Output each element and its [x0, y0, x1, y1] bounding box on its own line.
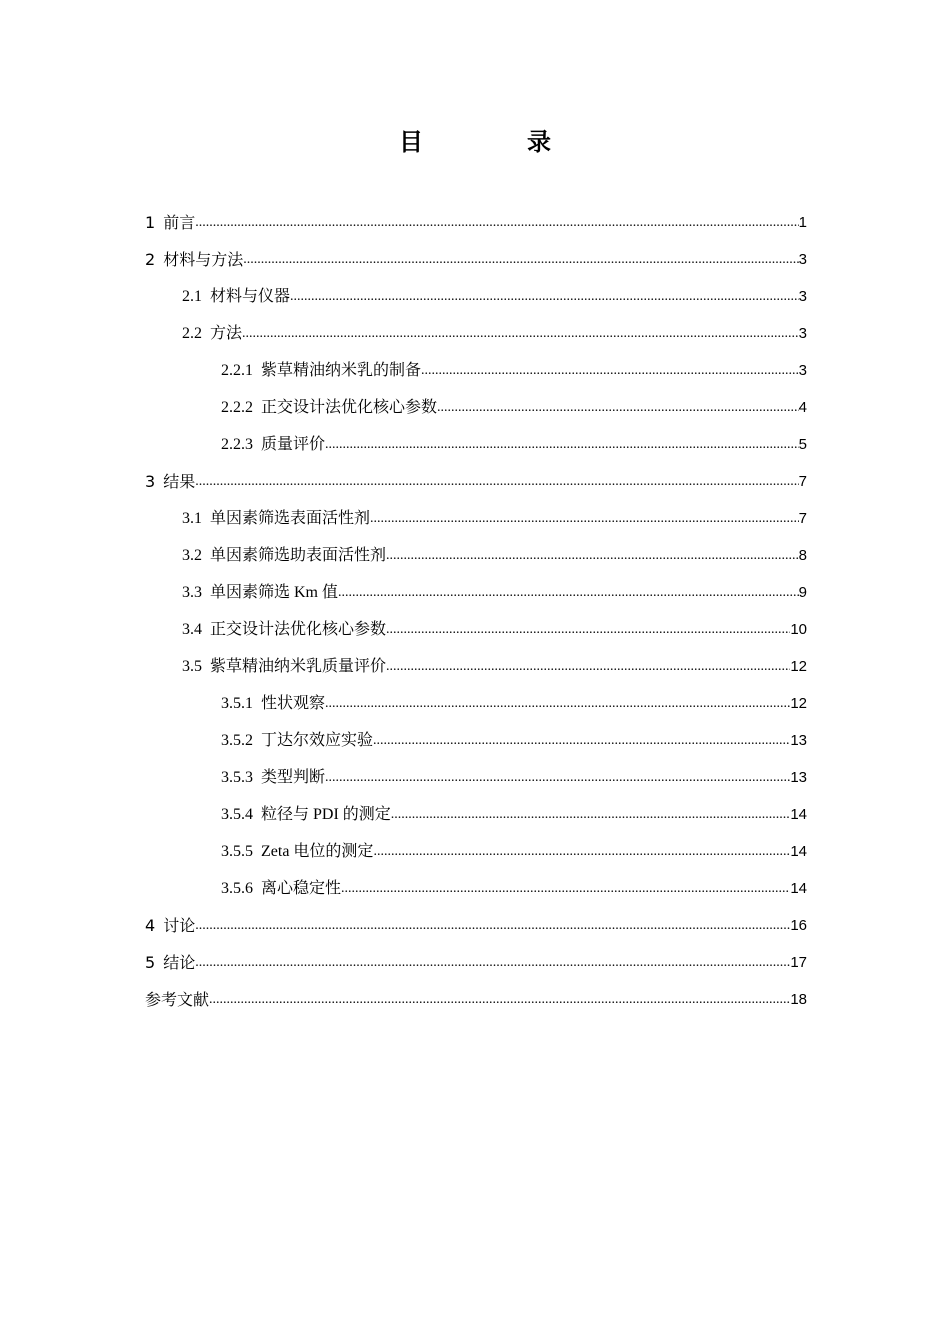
toc-entry-label [182, 620, 386, 644]
toc-entry-text: Zeta 电位的测定 [261, 843, 374, 860]
toc-entry-text: 参考文献 [145, 990, 210, 1009]
toc-entry-label [145, 916, 195, 940]
toc-entry[interactable] [145, 866, 807, 903]
toc-entry[interactable] [145, 237, 807, 274]
toc-entry-number: 2.2.1 [221, 362, 253, 379]
toc-entry-number: 3.4 [182, 621, 202, 638]
toc-entry-text: 丁达尔效应实验 [261, 732, 374, 749]
toc-entry-label [182, 287, 290, 311]
toc-entry[interactable] [145, 644, 807, 681]
toc-entry-label [221, 768, 325, 792]
toc-entry-label [145, 250, 243, 274]
toc-entry-text: 结论 [163, 953, 196, 972]
toc-entry[interactable] [145, 348, 807, 385]
toc-entry-text: 粒径与 PDI 的测定 [261, 806, 391, 823]
toc-dot-leader [290, 287, 799, 311]
toc-entry-text: 离心稳定性 [261, 880, 342, 897]
toc-page-number: 3 [798, 288, 807, 305]
toc-dot-leader [437, 398, 799, 422]
toc-entry-text: 材料与仪器 [210, 288, 291, 305]
toc-entry[interactable] [145, 940, 807, 977]
toc-entry-number: 3.5.6 [221, 880, 253, 897]
toc-dot-leader [195, 916, 790, 940]
toc-entry-text: 正交设计法优化核心参数 [210, 621, 387, 638]
toc-entry[interactable] [145, 718, 807, 755]
toc-entry-number: 2 [145, 250, 156, 269]
toc-entry-label [221, 435, 325, 459]
toc-entry[interactable] [145, 200, 807, 237]
toc-entry-number: 3.5.4 [221, 806, 253, 823]
toc-page-number: 13 [790, 769, 807, 786]
toc-page-number: 4 [798, 399, 807, 416]
toc-entry-label [182, 324, 242, 348]
toc-entry[interactable] [145, 274, 807, 311]
toc-entry-text: 方法 [210, 325, 243, 342]
toc-dot-leader [209, 990, 790, 1014]
toc-page-number: 10 [790, 621, 807, 638]
toc-entry[interactable] [145, 607, 807, 644]
toc-entry-text: 质量评价 [261, 436, 326, 453]
toc-dot-leader [386, 620, 790, 644]
toc-entry-number: 3.5.3 [221, 769, 253, 786]
toc-page-number: 16 [790, 917, 807, 934]
toc-entry-number: 3.1 [182, 510, 202, 527]
toc-entry-number: 3.2 [182, 547, 202, 564]
toc-dot-leader [242, 324, 799, 348]
toc-page-number: 13 [790, 732, 807, 749]
toc-entry-label [182, 546, 386, 570]
toc-entry-number: 4 [145, 916, 156, 935]
toc-entry-number: 2.2 [182, 325, 202, 342]
toc-entry-number: 3.5.5 [221, 843, 253, 860]
toc-dot-leader [386, 546, 799, 570]
toc-page-number: 3 [798, 325, 807, 342]
toc-entry-number: 5 [145, 953, 156, 972]
toc-entry-text: 性状观察 [261, 695, 326, 712]
table-of-contents [145, 200, 807, 1014]
toc-entry-number: 1 [145, 213, 156, 232]
toc-dot-leader [386, 657, 790, 681]
toc-page-number: 8 [798, 547, 807, 564]
toc-entry[interactable] [145, 829, 807, 866]
toc-entry[interactable] [145, 755, 807, 792]
toc-entry-label [182, 509, 370, 533]
toc-page-number: 1 [798, 214, 807, 231]
toc-dot-leader [195, 472, 798, 496]
toc-dot-leader [338, 583, 799, 607]
toc-entry-text: 单因素筛选 Km 值 [210, 584, 339, 601]
toc-entry-label [221, 398, 437, 422]
toc-dot-leader [391, 805, 791, 829]
toc-page-number: 9 [798, 584, 807, 601]
toc-dot-leader [421, 361, 799, 385]
toc-entry[interactable] [145, 533, 807, 570]
toc-dot-leader [373, 842, 790, 866]
toc-entry-label [221, 731, 373, 755]
toc-page-number: 18 [790, 991, 807, 1008]
toc-entry-text: 结果 [163, 472, 196, 491]
toc-entry-label [145, 213, 195, 237]
toc-entry-number: 3 [145, 472, 156, 491]
toc-dot-leader [373, 731, 790, 755]
toc-dot-leader [325, 694, 790, 718]
toc-entry-text: 讨论 [163, 916, 196, 935]
toc-dot-leader [195, 953, 790, 977]
toc-entry-label [145, 472, 195, 496]
toc-dot-leader [341, 879, 790, 903]
toc-entry-number: 2.2.2 [221, 399, 253, 416]
toc-entry-label [145, 953, 195, 977]
toc-page-number: 14 [790, 843, 807, 860]
toc-page-number: 12 [790, 658, 807, 675]
toc-entry[interactable] [145, 681, 807, 718]
toc-entry-text: 前言 [163, 213, 196, 232]
toc-entry-label [221, 361, 421, 385]
toc-entry[interactable] [145, 903, 807, 940]
toc-dot-leader [195, 213, 798, 237]
toc-entry-number: 3.3 [182, 584, 202, 601]
toc-dot-leader [370, 509, 799, 533]
toc-title: 目 录 [399, 128, 591, 156]
toc-page-number: 17 [790, 954, 807, 971]
toc-page-number: 14 [790, 806, 807, 823]
toc-entry-text: 正交设计法优化核心参数 [261, 399, 438, 416]
toc-page-number: 3 [798, 251, 807, 268]
toc-entry[interactable] [145, 570, 807, 607]
toc-entry[interactable] [145, 311, 807, 348]
toc-entry-number: 3.5.1 [221, 695, 253, 712]
toc-entry-text: 单因素筛选助表面活性剂 [210, 547, 387, 564]
toc-page-number: 14 [790, 880, 807, 897]
toc-entry-text: 类型判断 [261, 769, 326, 786]
toc-entry-number: 2.2.3 [221, 436, 253, 453]
toc-entry-label [145, 990, 209, 1014]
toc-entry-text: 单因素筛选表面活性剂 [210, 510, 371, 527]
toc-entry[interactable] [145, 385, 807, 422]
toc-entry-text: 紫草精油纳米乳质量评价 [210, 658, 387, 675]
toc-entry[interactable] [145, 977, 807, 1014]
toc-entry-label [221, 842, 373, 866]
toc-page-number: 7 [798, 510, 807, 527]
toc-page-number: 7 [798, 473, 807, 490]
toc-entry[interactable] [145, 422, 807, 459]
toc-entry-label [182, 583, 338, 607]
toc-dot-leader [243, 250, 798, 274]
toc-dot-leader [325, 435, 799, 459]
toc-entry-number: 2.1 [182, 288, 202, 305]
toc-dot-leader [325, 768, 790, 792]
toc-entry[interactable] [145, 496, 807, 533]
toc-entry-label [221, 694, 325, 718]
toc-entry-label [182, 657, 386, 681]
toc-entry-label [221, 805, 391, 829]
toc-page-number: 5 [798, 436, 807, 453]
toc-entry[interactable] [145, 459, 807, 496]
toc-entry-text: 紫草精油纳米乳的制备 [261, 362, 422, 379]
toc-entry-label [221, 879, 341, 903]
toc-entry-text: 材料与方法 [163, 250, 244, 269]
toc-entry-number: 3.5.2 [221, 732, 253, 749]
toc-entry-number: 3.5 [182, 658, 202, 675]
toc-page-number: 12 [790, 695, 807, 712]
toc-entry[interactable] [145, 792, 807, 829]
toc-page-number: 3 [798, 362, 807, 379]
